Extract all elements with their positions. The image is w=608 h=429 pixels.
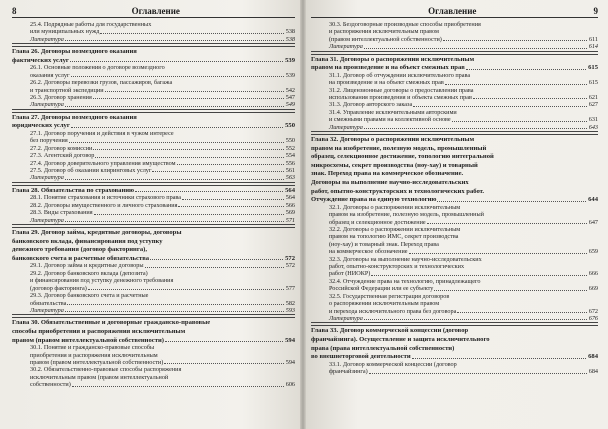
toc-section-line xyxy=(12,374,295,381)
toc-section-line xyxy=(12,160,295,167)
toc-entry-text: Глава 28. Обязательства по страхованию xyxy=(12,186,135,194)
toc-page-number: 615 xyxy=(588,79,598,87)
leader-dots xyxy=(443,40,587,41)
left-page xyxy=(0,0,303,429)
leader-dots xyxy=(69,142,284,143)
toc-page-number: 561 xyxy=(285,167,295,175)
right-header-title: Оглавление xyxy=(428,6,477,16)
toc-section-line xyxy=(311,219,598,226)
toc-page-number: 594 xyxy=(285,358,295,366)
leader-dots xyxy=(371,275,586,276)
toc-entry-text: исключительным правом (правом интеллектуальной xyxy=(30,373,169,381)
toc-section-line xyxy=(12,79,295,86)
toc-page-number: 593 xyxy=(285,306,295,314)
toc-literature-line xyxy=(12,174,295,182)
toc-chapter-line xyxy=(12,255,295,263)
book-gutter xyxy=(300,0,306,429)
toc-chapter-line xyxy=(311,170,598,178)
toc-section-line xyxy=(311,278,598,285)
leader-dots xyxy=(65,106,284,107)
toc-entry-text: Литература xyxy=(30,306,64,314)
toc-entry-text: без поручения xyxy=(30,137,68,145)
toc-section-line xyxy=(311,87,598,94)
toc-section-line xyxy=(12,292,295,299)
toc-section-line xyxy=(311,285,598,292)
toc-section-line xyxy=(12,87,295,94)
toc-entry-text: Литература xyxy=(30,35,64,43)
toc-chapter-line xyxy=(311,353,598,361)
toc-entry-text: использования произведения и объекта смежных прав xyxy=(329,94,472,102)
toc-section-line xyxy=(311,308,598,315)
toc-entry-text: собственности) xyxy=(30,381,71,389)
toc-page-number: 554 xyxy=(285,152,295,160)
toc-entry-text: 26.1. Основные положения о договоре возмездного xyxy=(30,64,165,72)
toc-entry-text: Литература xyxy=(329,43,363,51)
toc-page-number: 539 xyxy=(285,56,295,64)
toc-section-line xyxy=(12,359,295,366)
toc-section-line xyxy=(311,116,598,123)
toc-chapter-line xyxy=(12,185,295,195)
toc-section-line xyxy=(311,94,598,101)
toc-section-line xyxy=(311,72,598,79)
toc-entry-text: и финансирования под уступку денежного требования xyxy=(30,277,174,285)
leader-dots xyxy=(65,179,284,180)
toc-entry-text: Литература xyxy=(30,101,64,109)
toc-entry-text: 28.2. Договоры имущественного и личного страхования xyxy=(30,201,178,209)
toc-entry-text: франчайзинга). Осуществление и защита исключительного xyxy=(311,335,490,343)
toc-entry-text: и смежными правами на коллективной основе xyxy=(329,116,451,124)
toc-entry-text: (договор факторинга) xyxy=(30,284,87,292)
leader-dots xyxy=(145,267,284,268)
toc-entry-text: Глава 27. Договоры возмездного оказания xyxy=(12,113,137,121)
leader-dots xyxy=(178,206,283,207)
toc-entry-text: 27.2. Договор комиссии xyxy=(30,144,93,152)
toc-section-line xyxy=(12,94,295,101)
toc-section-line xyxy=(311,361,598,368)
toc-section-line xyxy=(12,366,295,373)
leader-dots xyxy=(164,363,283,364)
toc-literature-line xyxy=(311,315,598,323)
toc-entry-text: правом на топологию ИМС, секрет производства xyxy=(329,233,459,241)
toc-entry-text: 32.2. Договоры о распоряжении исключительным xyxy=(329,226,461,234)
toc-page-number: 669 xyxy=(588,285,598,293)
toc-page-number: 614 xyxy=(588,43,598,51)
leader-dots xyxy=(93,98,284,99)
toc-entry-text: 27.1. Договор поручения и действия в чужом интересе xyxy=(30,130,174,138)
leader-dots xyxy=(452,121,587,122)
toc-entry-text: права (права интеллектуальной собственности) xyxy=(311,344,455,352)
toc-entry-text: 31.4. Управление исключительными авторскими xyxy=(329,108,457,116)
toc-page-number: 571 xyxy=(285,216,295,224)
toc-entry-text: 32.3. Договоры на выполнение научно-исследовательских xyxy=(329,255,482,263)
toc-page-number: 539 xyxy=(285,71,295,79)
leader-dots xyxy=(364,48,587,49)
toc-entry-text: обязательства xyxy=(30,299,67,307)
toc-entry-text: юридических услуг xyxy=(12,122,70,130)
toc-section-line xyxy=(12,270,295,277)
leader-dots xyxy=(369,373,587,374)
leader-dots xyxy=(150,259,283,260)
toc-entry-text: Глава 31. Договоры о распоряжении исключительным xyxy=(311,55,475,63)
toc-entry-text: правом на изобретение, полезную модель, промышленный xyxy=(329,211,484,219)
toc-entry-text: Литература xyxy=(30,174,64,182)
toc-page-number: 606 xyxy=(285,381,295,389)
leader-dots xyxy=(65,311,284,312)
leader-dots xyxy=(93,149,283,150)
leader-dots xyxy=(70,61,283,62)
toc-section-line xyxy=(311,248,598,255)
leader-dots xyxy=(165,341,283,342)
leader-dots xyxy=(457,312,586,313)
toc-section-line xyxy=(12,194,295,201)
leader-dots xyxy=(427,223,587,224)
toc-chapter-line xyxy=(311,345,598,353)
toc-entry-text: работ (НИОКР) xyxy=(329,270,371,278)
toc-page-number: 569 xyxy=(285,209,295,217)
toc-page-number: 550 xyxy=(285,122,295,130)
toc-literature-line xyxy=(12,101,295,109)
toc-literature-line xyxy=(311,43,598,51)
toc-section-line xyxy=(311,263,598,270)
toc-entry-text: о распоряжении исключительным правом xyxy=(329,300,440,308)
leader-dots xyxy=(437,201,586,202)
toc-entry-text: 31.2. Лицензионные договоры о предоставлении права xyxy=(329,86,474,94)
toc-entry-text: Глава 33. Договор коммерческой концессии (договор xyxy=(311,327,469,335)
toc-entry-text: правом (правом интеллектуальной собственности) xyxy=(12,336,164,344)
toc-entry-text: Глава 26. Договоры возмездного оказания xyxy=(12,48,137,56)
toc-chapter-line xyxy=(311,196,598,204)
leader-dots xyxy=(364,319,587,320)
leader-dots xyxy=(71,127,283,128)
leader-dots xyxy=(466,69,586,70)
toc-section-line xyxy=(12,209,295,216)
toc-entry-text: образец, селекционное достижение, топологию интегральной xyxy=(311,153,494,161)
toc-section-line xyxy=(311,368,598,375)
toc-section-line xyxy=(311,226,598,233)
toc-chapter-line xyxy=(12,238,295,246)
toc-section-line xyxy=(311,270,598,277)
toc-entry-text: способы приобретения и распоряжения исключительным xyxy=(12,327,186,335)
toc-entry-text: 31.3. Договор авторского заказа xyxy=(329,101,413,109)
leader-dots xyxy=(413,106,586,107)
toc-entry-text: Отчуждение права на единую технологию xyxy=(311,196,437,204)
toc-page-number: 684 xyxy=(588,353,598,361)
toc-entry-text: банковского счета и расчетные обязательства xyxy=(12,254,150,262)
toc-entry-text: 26.3. Договор хранения xyxy=(30,94,92,102)
toc-page-number: 611 xyxy=(588,35,598,43)
toc-literature-line xyxy=(12,217,295,225)
toc-entry-text: 32.5. Государственная регистрация договоров xyxy=(329,292,450,300)
toc-entry-text: 32.1. Договоры о распоряжении исключительным xyxy=(329,203,461,211)
toc-section-line xyxy=(311,21,598,28)
toc-entry-text: микросхемы, секрет производства (ноу-хау) и товарный xyxy=(311,161,478,169)
toc-entry-text: 29.2. Договор банковского вклада (депозита) xyxy=(30,269,148,277)
toc-chapter-line xyxy=(12,227,295,237)
left-page-number: 8 xyxy=(12,6,17,16)
toc-section-line xyxy=(311,109,598,116)
toc-page-number: 644 xyxy=(588,196,598,204)
toc-literature-line xyxy=(12,36,295,44)
toc-page-number: 676 xyxy=(588,314,598,322)
toc-entry-text: банковского вклада, финансирования под уступку xyxy=(12,237,163,245)
toc-entry-text: 30.2. Обязательственно-правовые способы распоряжения xyxy=(30,366,182,374)
toc-page-number: 538 xyxy=(285,35,295,43)
toc-entry-text: 26.2. Договоры перевозки грузов, пассажиров, багажа xyxy=(30,79,173,87)
toc-section-line xyxy=(12,352,295,359)
toc-entry-text: Глава 30. Обязательственные и договорные гражданско-правовые xyxy=(12,319,211,327)
toc-entry-text: 30.1. Понятие и гражданско-правовые способы xyxy=(30,344,155,352)
toc-section-line xyxy=(12,202,295,209)
toc-chapter-line xyxy=(12,122,295,130)
toc-page-number: 564 xyxy=(285,186,295,194)
toc-chapter-line xyxy=(311,325,598,335)
toc-chapter-line xyxy=(12,57,295,65)
toc-entry-text: знак. Переход права на коммерческое обозначение. xyxy=(311,170,464,178)
toc-chapter-line xyxy=(12,337,295,345)
toc-section-line xyxy=(311,241,598,248)
toc-entry-text: или муниципальных нужд xyxy=(30,28,100,36)
toc-entry-text: оказания услуг xyxy=(30,71,70,79)
leader-dots xyxy=(364,128,587,129)
toc-entry-text: Договоры на выполнение научно-исследовательских xyxy=(311,179,469,187)
toc-entry-text: правом на изобретение, полезную модель, промышленный xyxy=(311,144,487,152)
toc-page-number: 647 xyxy=(588,218,598,226)
toc-entry-text: правом (правом интеллектуальной собственности) xyxy=(30,358,164,366)
toc-page-number: 621 xyxy=(588,94,598,102)
toc-page-number: 666 xyxy=(588,270,598,278)
toc-literature-line xyxy=(12,307,295,315)
toc-entry-text: (ноу-хау) и товарный знак. Переход права xyxy=(329,240,439,248)
toc-entry-text: Глава 32. Договоры о распоряжении исключительным xyxy=(311,136,475,144)
right-page xyxy=(303,0,608,429)
toc-section-line xyxy=(12,277,295,284)
leader-dots xyxy=(152,171,283,172)
toc-chapter-line xyxy=(12,328,295,336)
toc-page-number: 594 xyxy=(285,336,295,344)
toc-entry-text: фактических услуг xyxy=(12,56,69,64)
toc-page-number: 631 xyxy=(588,116,598,124)
toc-chapter-line xyxy=(311,153,598,161)
toc-section-line xyxy=(12,262,295,269)
toc-section-line xyxy=(311,79,598,86)
toc-section-line xyxy=(12,300,295,307)
toc-entry-text: 27.3. Агентский договор xyxy=(30,152,95,160)
toc-entry-text: Литература xyxy=(329,314,363,322)
toc-chapter-line xyxy=(311,145,598,153)
toc-chapter-line xyxy=(12,246,295,254)
leader-dots xyxy=(65,40,284,41)
toc-chapter-line xyxy=(311,188,598,196)
toc-entry-text: работ, опытно-конструкторских и технологических xyxy=(329,263,465,271)
toc-section-line xyxy=(12,285,295,292)
leader-dots xyxy=(95,157,283,158)
toc-entry-text: на коммерческое обозначение xyxy=(329,248,408,256)
toc-entry-text: 27.4. Договор доверительного управления имуществом xyxy=(30,159,176,167)
toc-section-line xyxy=(12,381,295,388)
toc-page-number: 684 xyxy=(588,368,598,376)
toc-entry-text: 33.1. Договор коммерческой концессии (договор xyxy=(329,360,457,368)
toc-section-line xyxy=(311,36,598,43)
toc-entry-text: Российской Федерации или ее субъекту xyxy=(329,285,434,293)
toc-page-number: 566 xyxy=(285,201,295,209)
toc-section-line xyxy=(311,233,598,240)
leader-dots xyxy=(67,304,283,305)
leader-dots xyxy=(105,91,284,92)
toc-page-number: 627 xyxy=(588,101,598,109)
toc-chapter-line xyxy=(311,336,598,344)
toc-page-number: 547 xyxy=(285,94,295,102)
leader-dots xyxy=(71,76,284,77)
toc-entry-text: 28.3. Виды страхования xyxy=(30,209,93,217)
toc-section-line xyxy=(12,64,295,71)
leader-dots xyxy=(135,191,283,192)
toc-chapter-line xyxy=(311,54,598,64)
toc-page-number: 549 xyxy=(285,101,295,109)
toc-page-number: 659 xyxy=(588,248,598,256)
toc-entry-text: правом на произведение и на объект смежных прав xyxy=(311,64,465,72)
toc-literature-line xyxy=(311,124,598,132)
toc-section-line xyxy=(12,130,295,137)
toc-entry-text: (правом интеллектуальной собственности) xyxy=(329,35,442,43)
leader-dots xyxy=(473,98,587,99)
leader-dots xyxy=(412,358,586,359)
toc-section-line xyxy=(311,300,598,307)
toc-section-line xyxy=(12,145,295,152)
toc-page-number: 643 xyxy=(588,123,598,131)
toc-page-number: 582 xyxy=(285,299,295,307)
left-running-head xyxy=(12,6,295,18)
leader-dots xyxy=(94,214,284,215)
toc-page-number: 552 xyxy=(285,144,295,152)
toc-page-number: 672 xyxy=(588,307,598,315)
right-page-number: 9 xyxy=(593,6,598,16)
toc-section-line xyxy=(12,21,295,28)
toc-chapter-line xyxy=(311,64,598,72)
toc-page-number: 538 xyxy=(285,28,295,36)
toc-entry-text: 29.1. Договор займа и кредитные договоры xyxy=(30,262,144,270)
toc-entry-text: 30.3. Бездоговорные производные способы приобретения xyxy=(329,21,481,28)
toc-entry-text: работ, опытно-конструкторских и технологических работ. xyxy=(311,187,485,195)
toc-entry-text: и перехода исключительного права без договора xyxy=(329,307,457,315)
toc-page-number: 615 xyxy=(588,64,598,72)
toc-section-line xyxy=(311,101,598,108)
toc-chapter-line xyxy=(311,134,598,144)
leader-dots xyxy=(65,221,284,222)
left-header-title: Оглавление xyxy=(131,6,180,16)
toc-page-number: 542 xyxy=(285,86,295,94)
toc-section-line xyxy=(12,28,295,35)
leader-dots xyxy=(72,386,284,387)
toc-section-line xyxy=(311,204,598,211)
toc-chapter-line xyxy=(311,162,598,170)
leader-dots xyxy=(182,199,284,200)
toc-entry-text: образец и селекционное достижение xyxy=(329,218,426,226)
toc-entry-text: Литература xyxy=(329,123,363,131)
toc-chapter-line xyxy=(12,112,295,122)
toc-entry-text: Литература xyxy=(30,216,64,224)
toc-entry-text: 31.1. Договор об отчуждении исключительного права xyxy=(329,71,471,79)
toc-page-number: 550 xyxy=(285,137,295,145)
toc-entry-text: и распоряжения исключительным правом xyxy=(329,28,439,36)
toc-entry-text: приобретения и распоряжения исключительным xyxy=(30,351,158,359)
left-toc-list xyxy=(12,21,295,389)
toc-section-line xyxy=(12,72,295,79)
toc-section-line xyxy=(311,211,598,218)
leader-dots xyxy=(409,253,587,254)
leader-dots xyxy=(88,289,284,290)
toc-entry-text: 27.5. Договор об оказании клиринговых услуг xyxy=(30,167,152,175)
toc-section-line xyxy=(12,152,295,159)
toc-entry-text: Глава 29. Договор займа, кредитные договоры, договоры xyxy=(12,229,182,237)
toc-entry-text: 25.4. Подрядные работы для государственных xyxy=(30,21,152,28)
toc-entry-text: франчайзинга) xyxy=(329,368,368,376)
toc-section-line xyxy=(12,167,295,174)
toc-chapter-line xyxy=(12,46,295,56)
toc-page-number: 556 xyxy=(285,159,295,167)
toc-section-line xyxy=(12,137,295,144)
toc-entry-text: во внешнеторговой деятельности xyxy=(311,353,411,361)
toc-page-number: 572 xyxy=(285,254,295,262)
toc-entry-text: 32.4. Отчуждение права на технологию, принадлежащего xyxy=(329,277,481,285)
toc-section-line xyxy=(311,256,598,263)
toc-section-line xyxy=(311,28,598,35)
toc-entry-text: и транспортной экспедиции xyxy=(30,86,104,94)
toc-chapter-line xyxy=(12,317,295,327)
toc-page-number: 564 xyxy=(285,194,295,202)
right-running-head xyxy=(311,6,598,18)
toc-page-number: 577 xyxy=(285,284,295,292)
leader-dots xyxy=(434,290,586,291)
toc-entry-text: 29.3. Договор банковского счета и расчетные xyxy=(30,292,149,300)
toc-chapter-line xyxy=(311,179,598,187)
leader-dots xyxy=(177,164,284,165)
toc-page-number: 572 xyxy=(285,262,295,270)
leader-dots xyxy=(445,84,587,85)
toc-entry-text: на произведение и на объект смежных прав xyxy=(329,79,444,87)
leader-dots xyxy=(100,33,283,34)
toc-entry-text: денежного требования (договор факторинга), xyxy=(12,246,147,254)
right-toc-list xyxy=(311,21,598,376)
toc-page-number: 563 xyxy=(285,174,295,182)
toc-entry-text: 28.1. Понятие страхования и источники страхового права xyxy=(30,194,181,202)
toc-section-line xyxy=(12,344,295,351)
toc-section-line xyxy=(311,293,598,300)
